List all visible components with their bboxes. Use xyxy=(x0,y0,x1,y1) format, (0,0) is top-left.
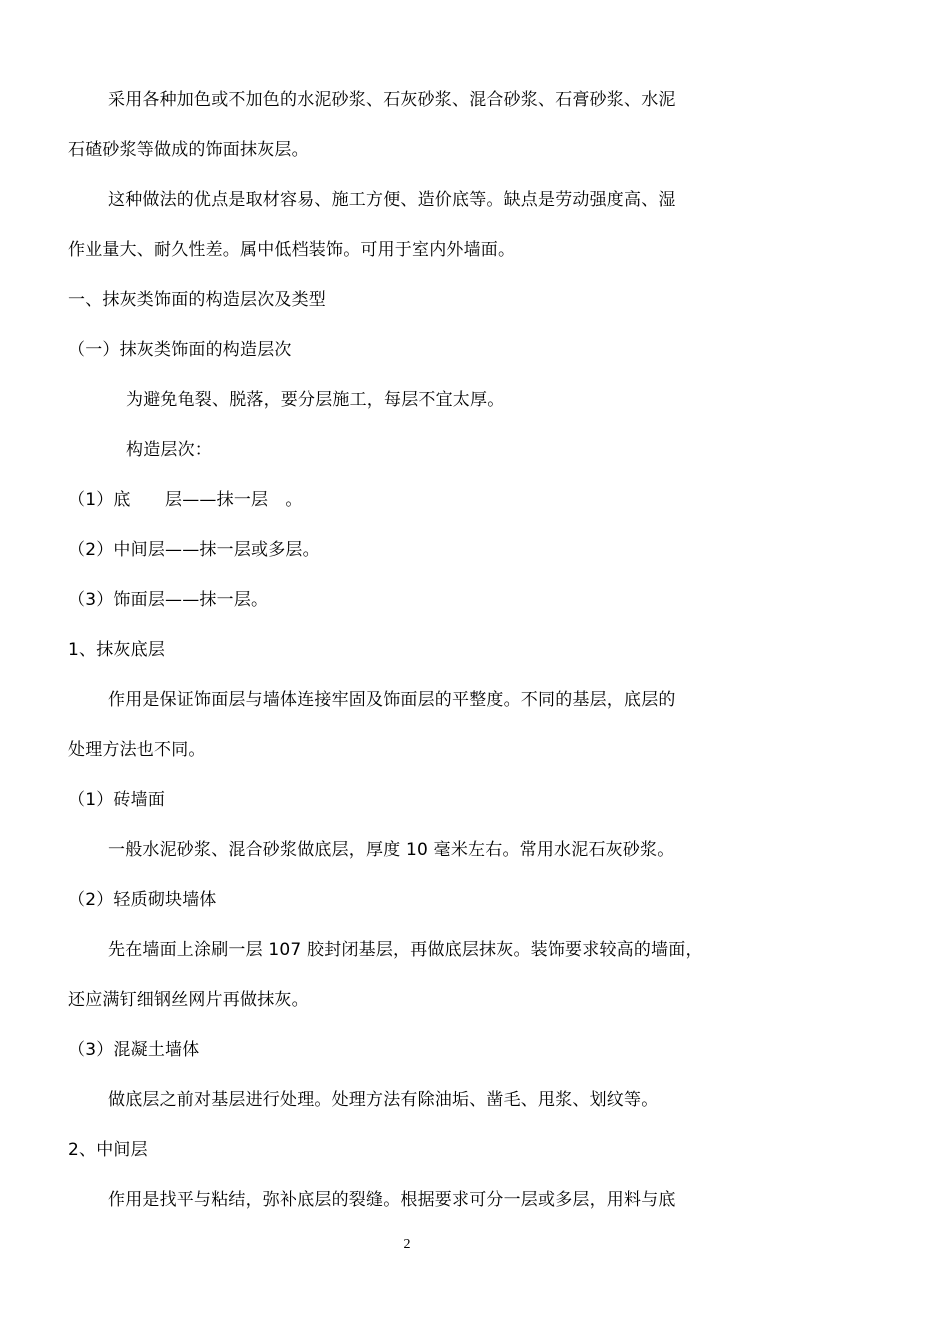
section-heading: 一、抹灰类饰面的构造层次及类型 xyxy=(68,290,326,310)
list-item: （3）混凝土墙体 xyxy=(68,1040,200,1060)
page-number: 2 xyxy=(403,1237,411,1252)
list-item: （1）底 层——抹一层 。 xyxy=(68,490,303,510)
paragraph-line: 一般水泥砂浆、混合砂浆做底层，厚度 10 毫米左右。常用水泥石灰砂浆。 xyxy=(108,840,675,860)
list-item: （1）砖墙面 xyxy=(68,790,166,810)
paragraph-line: 处理方法也不同。 xyxy=(68,740,206,760)
paragraph-line: 采用各种加色或不加色的水泥砂浆、石灰砂浆、混合砂浆、石膏砂浆、水泥 xyxy=(108,90,676,110)
paragraph-line: 作用是保证饰面层与墙体连接牢固及饰面层的平整度。不同的基层，底层的 xyxy=(108,690,676,710)
paragraph-line: 做底层之前对基层进行处理。处理方法有除油垢、凿毛、甩浆、划纹等。 xyxy=(108,1090,659,1110)
subsection-heading: （一）抹灰类饰面的构造层次 xyxy=(68,340,292,360)
list-item: （3）饰面层——抹一层。 xyxy=(68,590,269,610)
paragraph-line: 作业量大、耐久性差。属中低档装饰。可用于室内外墙面。 xyxy=(68,240,516,260)
paragraph-line: 还应满钉细钢丝网片再做抹灰。 xyxy=(68,990,309,1010)
paragraph-line: 先在墙面上涂刷一层 107 胶封闭基层，再做底层抹灰。装饰要求较高的墙面， xyxy=(108,940,703,960)
list-item: （2）中间层——抹一层或多层。 xyxy=(68,540,320,560)
subsection-heading: 1、抹灰底层 xyxy=(68,640,166,660)
paragraph-line: 作用是找平与粘结，弥补底层的裂缝。根据要求可分一层或多层，用料与底 xyxy=(108,1190,676,1210)
paragraph-line: 石碴砂浆等做成的饰面抹灰层。 xyxy=(68,140,309,160)
subsection-heading: 2、中间层 xyxy=(68,1140,148,1160)
paragraph-line: 为避免龟裂、脱落，要分层施工，每层不宜太厚。 xyxy=(126,390,505,410)
paragraph-line: 构造层次： xyxy=(126,440,212,460)
paragraph-line: 这种做法的优点是取材容易、施工方便、造价底等。缺点是劳动强度高、湿 xyxy=(108,190,676,210)
list-item: （2）轻质砌块墙体 xyxy=(68,890,217,910)
